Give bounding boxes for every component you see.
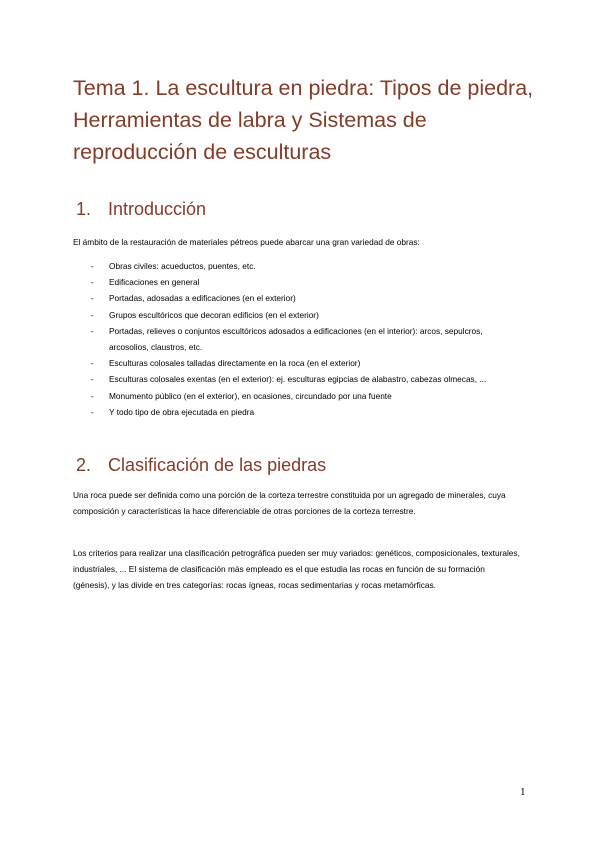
section-heading-clasificacion bbox=[76, 454, 326, 476]
list-item-text: Portadas, relieves o conjuntos escultóricos adosados a edificaciones (en el interior): arcos, sepulcros, arcosolios, claustros, etc. bbox=[109, 325, 483, 353]
bullet-dash: - bbox=[91, 293, 94, 304]
list-item-text: Esculturas colosales exentas (en el exterior): ej. esculturas egipcias de alabastro, cabezas olmecas, ... bbox=[109, 374, 487, 385]
section-number: 2. bbox=[76, 455, 92, 475]
list-item bbox=[91, 290, 521, 306]
bullet-dash: - bbox=[91, 325, 94, 336]
bullet-dash: - bbox=[91, 374, 94, 385]
list-item bbox=[91, 323, 521, 355]
page-number: 1 bbox=[520, 786, 526, 798]
intro-paragraph: El ámbito de la restauración de materiales pétreos puede abarcar una gran variedad de obras: bbox=[73, 237, 420, 247]
list-item bbox=[91, 355, 521, 371]
section-title: Clasificación de las piedras bbox=[108, 455, 327, 475]
paragraph-criterios-clasificacion: Los criterios para realizar una clasificación petrográfica pueden ser muy variados: genéticos, composicionales, texturales, industriales, ... El sistema de clasificación más empleado es el que estudia las rocas en función de su formación (génesis), y las divide en tres categorías: rocas ígneas, rocas sedimentarias y rocas metamórficas. bbox=[73, 548, 520, 591]
works-list bbox=[91, 258, 521, 420]
section-number: 1. bbox=[76, 199, 92, 219]
list-item bbox=[91, 371, 521, 387]
list-item-text: Esculturas colosales talladas directamente en la roca (en el exterior) bbox=[109, 358, 361, 369]
bullet-dash: - bbox=[91, 390, 94, 401]
list-item bbox=[91, 404, 521, 420]
section-title: Introducción bbox=[108, 199, 207, 219]
list-item-text: Portadas, adosadas a edificaciones (en el exterior) bbox=[109, 293, 296, 304]
list-item-text: Monumento público (en el exterior), en ocasiones, circundado por una fuente bbox=[109, 390, 392, 401]
bullet-dash: - bbox=[91, 358, 94, 369]
paragraph-roca-definicion: Una roca puede ser definida como una porción de la corteza terrestre constituida por un agregado de minerales, cuya composición y características la hace diferenciable de otras porciones de la corteza terrestre. bbox=[73, 490, 506, 517]
list-item bbox=[91, 307, 521, 323]
list-item bbox=[91, 258, 521, 274]
list-item-text: Grupos escultóricos que decoran edificios (en el exterior) bbox=[109, 309, 319, 320]
list-item-text: Obras civiles: acueductos, puentes, etc. bbox=[109, 261, 256, 271]
list-item bbox=[91, 274, 521, 290]
list-item-text: Y todo tipo de obra ejecutada en piedra bbox=[109, 406, 255, 417]
bullet-dash: - bbox=[91, 277, 94, 288]
list-item-text: Edificaciones en general bbox=[109, 277, 200, 288]
bullet-dash: - bbox=[91, 309, 94, 320]
document-title: Tema 1. La escultura en piedra: Tipos de piedra, Herramientas de labra y Sistemas de reproducción de esculturas bbox=[73, 76, 534, 164]
bullet-dash: - bbox=[91, 261, 94, 271]
bullet-dash: - bbox=[91, 406, 94, 417]
section-heading-introduccion bbox=[76, 198, 206, 220]
list-item bbox=[91, 388, 521, 404]
